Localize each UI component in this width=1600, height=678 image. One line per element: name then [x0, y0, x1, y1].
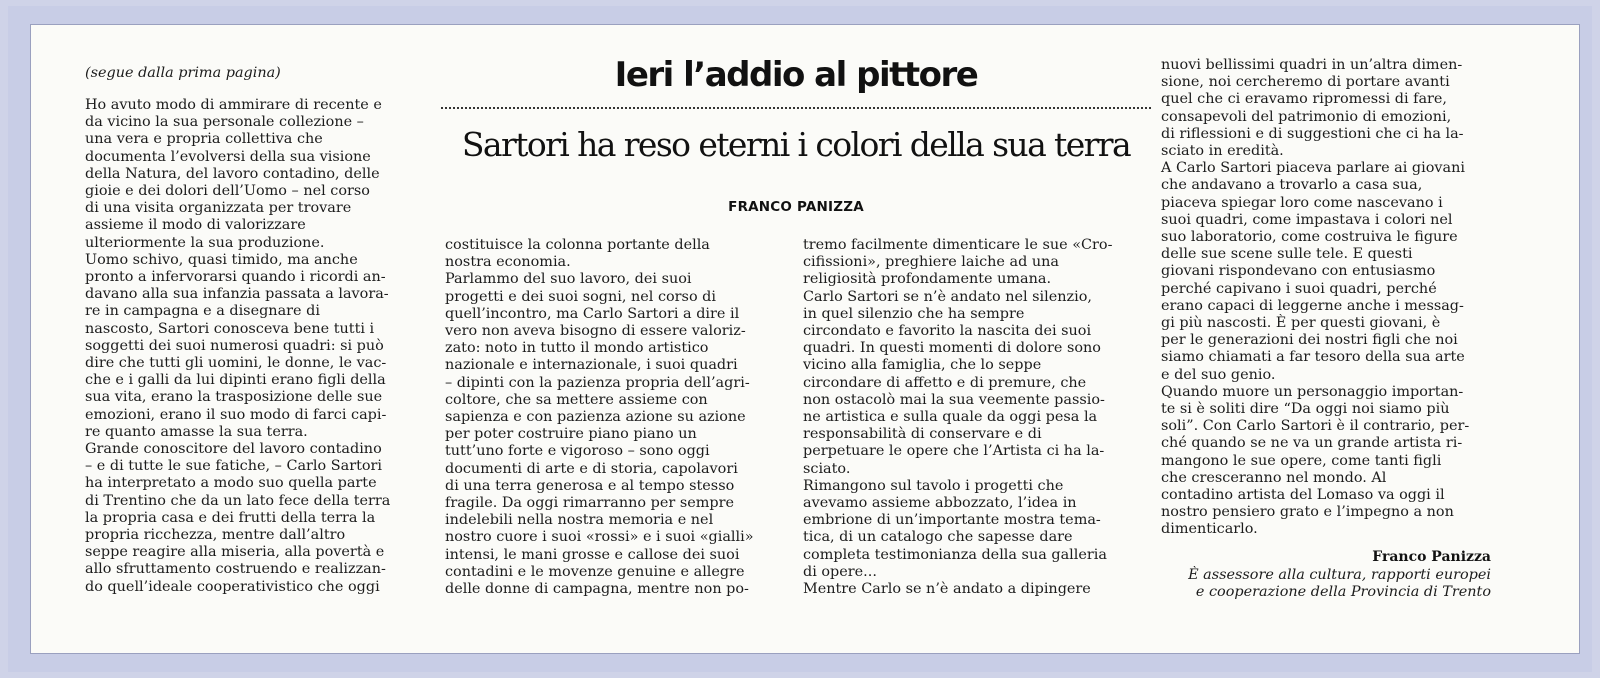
author-role: È assessore alla cultura, rapporti europei e cooperazione della Provincia di Trento [1188, 567, 1491, 601]
article-column-2: costituisce la colonna portante della nostra economia. Parlammo del suo lavoro, dei suoi progetti e dei suoi sogni, nel corso di quell’incontro, ma Carlo Sartori a dire il vero non aveva bisogno di essere valoriz- zato: noto in tutto il mondo artistico nazionale e internazionale, i suoi quadri – dipinti con la pazienza propria dell’agri- coltore, che sa mettere assieme con sapienza e con pazienza azione su azione per poter costruire piano piano un tutt’uno forte e vigoroso – sono oggi documenti di arte e di storia, capolavori di una terra generosa e al tempo stesso fragile. Da oggi rimarranno per sempre indelebili nella nostra memoria e nel nostro cuore i suoi «rossi» e i suoi «gialli» intensi, le mani grosse e callose dei suoi contadini e le movenze genuine e allegre delle donne di campagna, mentre non po- [445, 237, 754, 598]
byline: FRANCO PANIZZA [728, 199, 864, 215]
headline: Sartori ha reso eterni i colori della sua terra [461, 125, 1131, 164]
scan-frame [8, 6, 1592, 672]
author-signature: Franco Panizza [1372, 549, 1491, 565]
kicker-title: Ieri l’addio al pittore [614, 55, 978, 95]
dotted-divider [441, 107, 1151, 109]
article-column-3: tremo facilmente dimenticare le sue «Cro- cifissioni», preghiere laiche ad una religiosità profondamente umana. Carlo Sartori se n’è andato nel silenzio, in quel silenzio che ha sempre circondato e favorito la nascita dei suoi quadri. In questi momenti di dolore sono vicino alla famiglia, che lo seppe circondare di affetto e di premure, che non ostacolò mai la sua veemente passio- ne artistica e sulla quale da oggi pesa la responsabilità di conservare e di perpetuare le opere che l’Artista ci ha la- sciato. Rimangono sul tavolo i progetti che avevamo assieme abbozzato, l’idea in embrione di un’importante mostra tema- tica, di un catalogo che sapesse dare completa testimonianza della sua galleria di opere... Mentre Carlo se n’è andato a dipingere [803, 237, 1113, 598]
article-column-4: nuovi bellissimi quadri in un’altra dimen- sione, noi cercheremo di portare avanti quel che ci eravamo ripromessi di fare, consapevoli del patrimonio di emozioni, di riflessioni e di suggestioni che ci ha la- sciato in eredità. A Carlo Sartori piaceva parlare ai giovani che andavano a trovarlo a casa sua, piaceva spiegar loro come nascevano i suoi quadri, come impastava i colori nel suo laboratorio, come costruiva le figure delle sue scene sulle tele. E questi giovani rispondevano con entusiasmo perché capivano i suoi quadri, perché erano capaci di leggerne anche i messag- gi più nascosti. È per questi giovani, è per le generazioni dei nostri figli che noi siamo chiamati a far tesoro della sua arte e del suo genio. Quando muore un personaggio importan- te si è soliti dire “Da oggi noi siamo più soli”. Con Carlo Sartori è il contrario, per- ché quando se ne va un grande artista ri- mangono le sue opere, come tanti figli che cresceranno nel mondo. Al contadino artista del Lomaso va oggi il nostro pensiero grato e l’impegno a non dimenticarlo. [1161, 57, 1470, 538]
newspaper-clipping [30, 24, 1580, 654]
continued-note: (segue dalla prima pagina) [85, 65, 281, 81]
article-column-1: Ho avuto modo di ammirare di recente e da vicino la sua personale collezione – una vera e propria collettiva che documenta l’evolversi della sua visione della Natura, del lavoro contadino, delle gioie e dei dolori dell’Uomo – nel corso di una visita organizzata per trovare assieme il modo di valorizzare ulteriormente la sua produzione. Uomo schivo, quasi timido, ma anche pronto a infervorarsi quando i ricordi an- davano alla sua infanzia passata a lavora- re in campagna e a disegnare di nascosto, Sartori conosceva bene tutti i soggetti dei suoi numerosi quadri: si può dire che tutti gli uomini, le donne, le vac- che e i galli da lui dipinti erano figli della sua vita, erano la trasposizione delle sue emozioni, erano il suo modo di farci capi- re quanto amasse la sua terra. Grande conoscitore del lavoro contadino – e di tutte le sue fatiche, – Carlo Sartori ha interpretato a modo suo quella parte di Trentino che da un lato fece della terra la propria casa e dei frutti della terra la propria ricchezza, mentre dall’altro seppe reagire alla miseria, alla povertà e allo sfruttamento costruendo e realizzan- do quell’ideale cooperativistico che oggi [85, 97, 391, 595]
